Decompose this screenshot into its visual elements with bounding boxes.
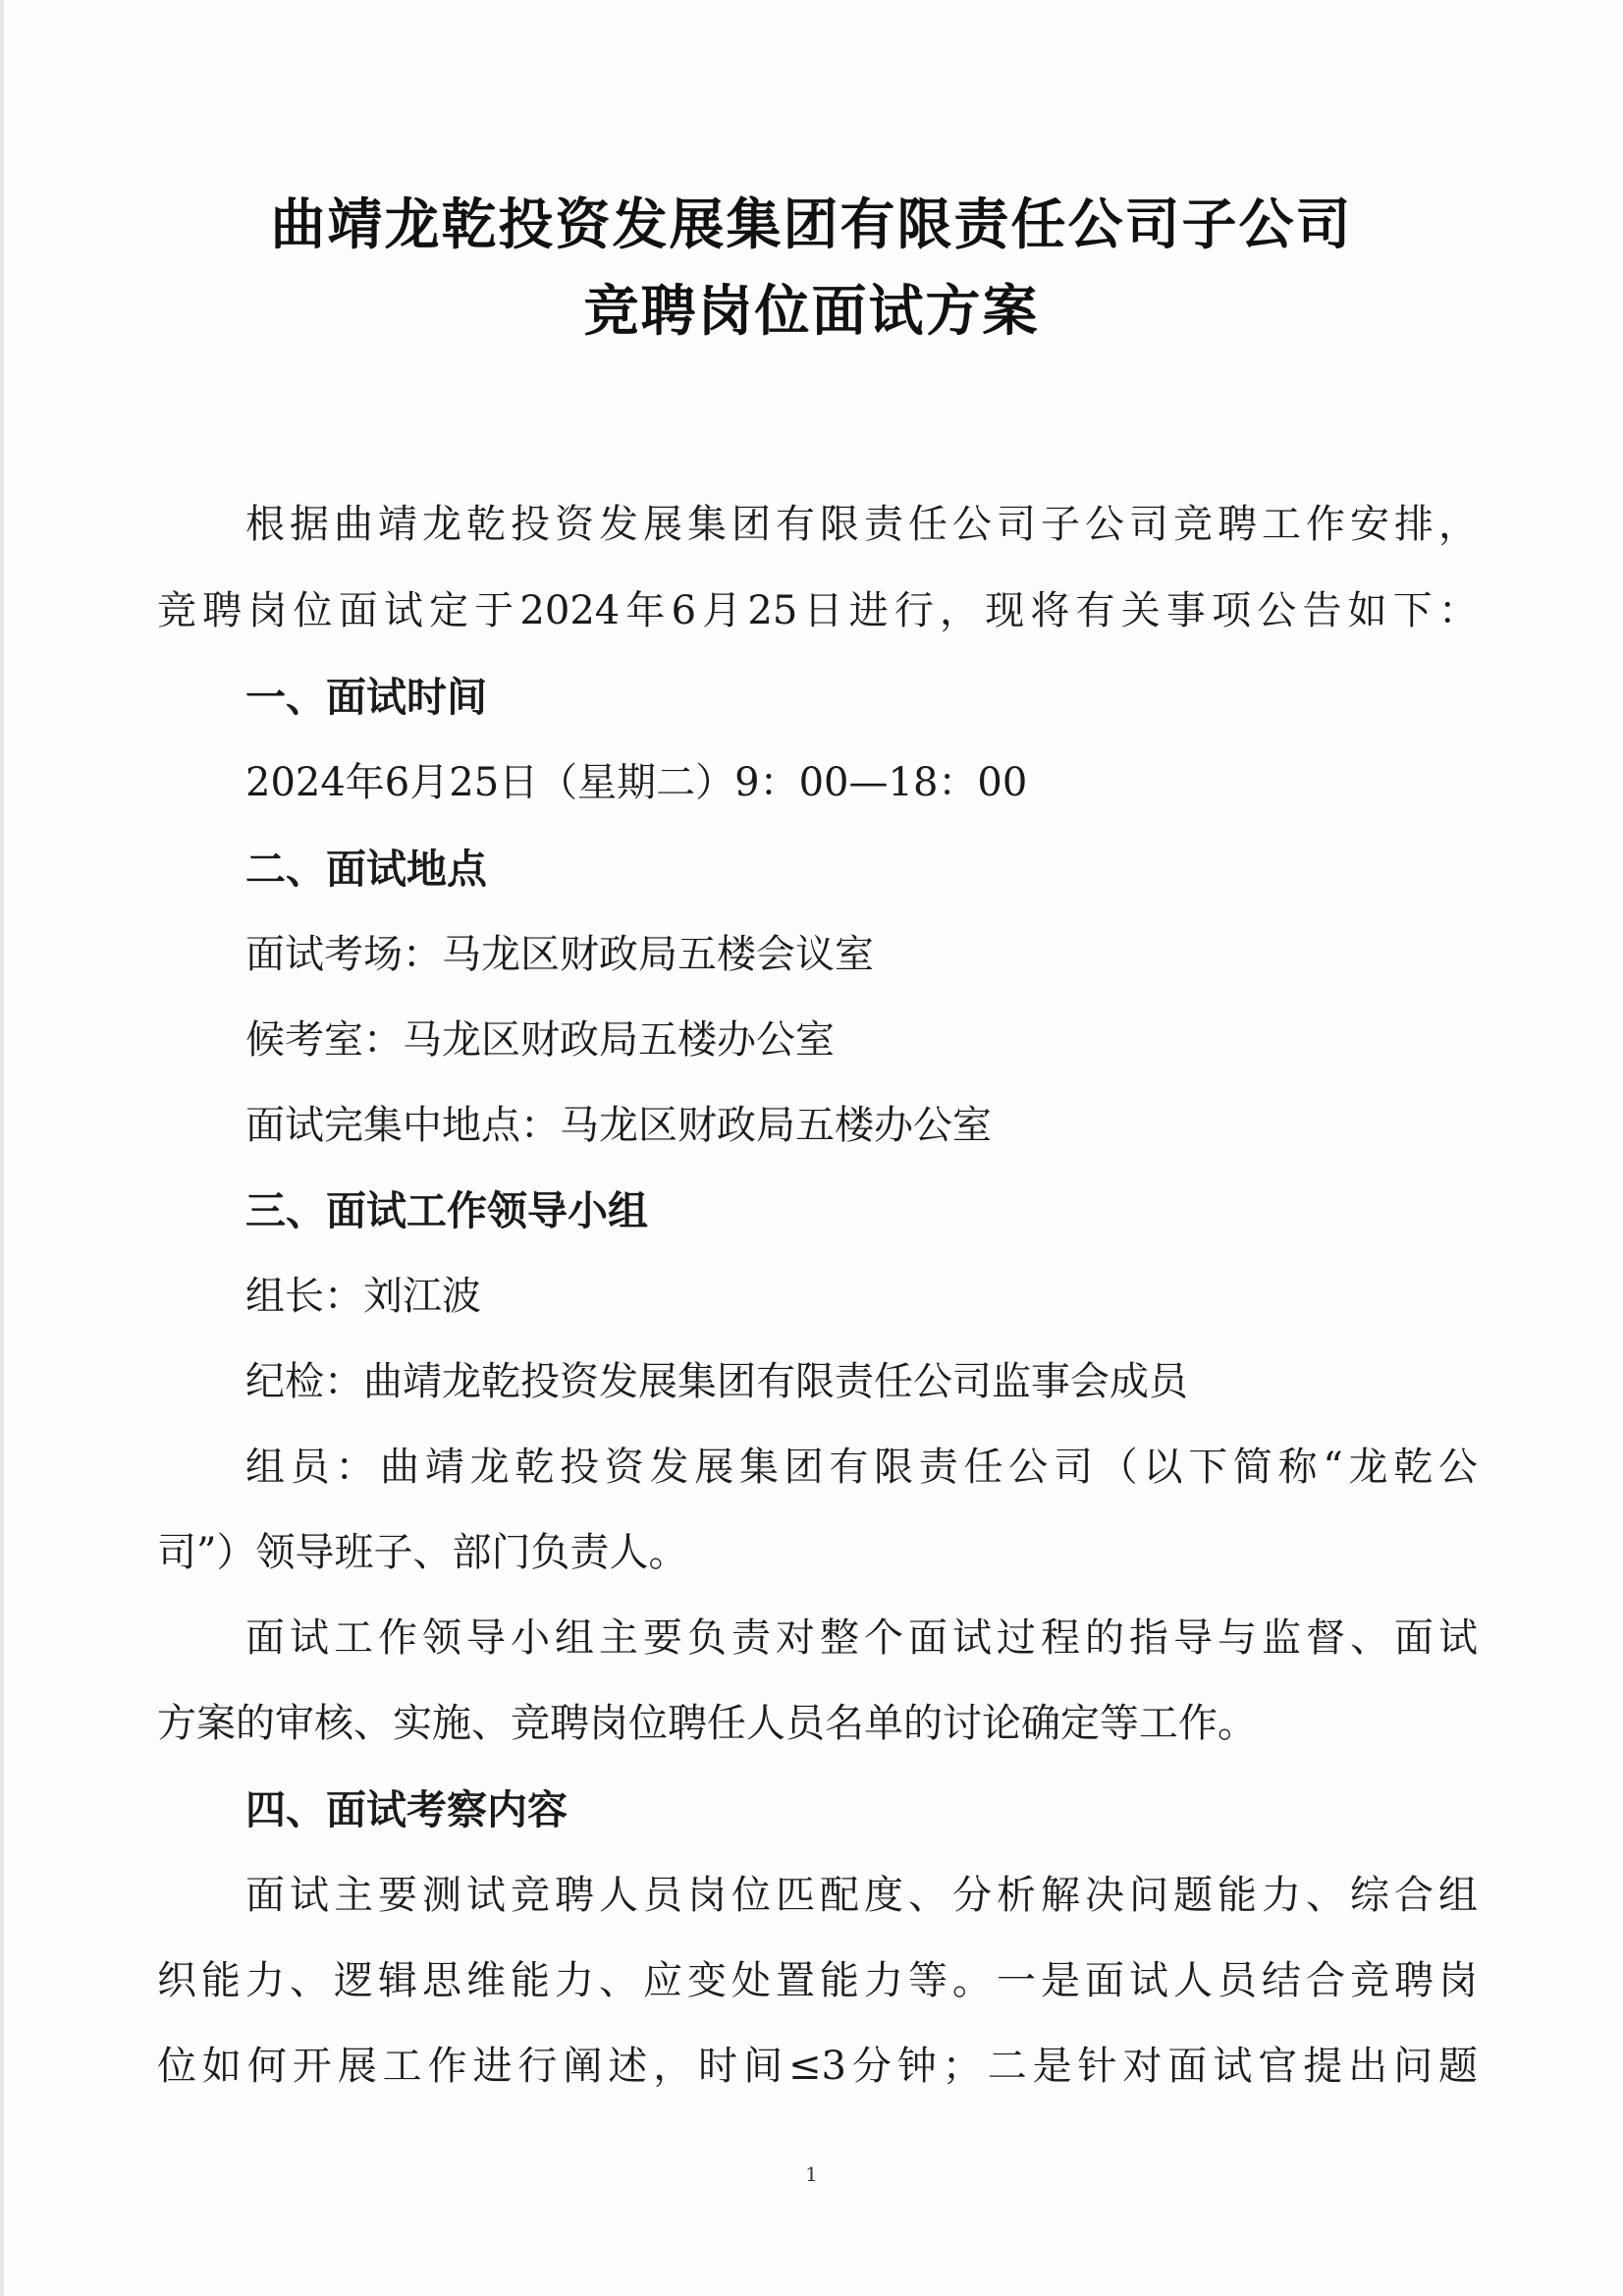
interview-venue-text: 面试考场：马龙区财政局五楼会议室 <box>245 932 874 977</box>
section-3-heading: 三、面试工作领导小组 <box>245 1187 648 1234</box>
document-title-line-1: 曲靖龙乾投资发展集团有限责任公司子公司 <box>270 193 1353 257</box>
waiting-room-text: 候考室：马龙区财政局五楼办公室 <box>245 1017 835 1063</box>
interview-time-text: 2024年6月25日（星期二）9：00—18：00 <box>245 760 1028 805</box>
group-duty-line-2: 方案的审核、实施、竞聘岗位聘任人员名单的讨论确定等工作。 <box>157 1701 1257 1746</box>
group-members-line-2: 司”）领导班子、部门负责人。 <box>157 1530 688 1575</box>
interview-content-line-3: 位如何开展工作进行阐述，时间≤3分钟；二是针对面试官提出问题 <box>157 2044 1478 2089</box>
interview-content-line-2: 织能力、逻辑思维能力、应变处置能力等。一是面试人员结合竞聘岗 <box>157 1958 1478 2003</box>
section-2-heading: 二、面试地点 <box>245 846 487 893</box>
group-leader-text: 组长：刘江波 <box>245 1274 481 1319</box>
document-title-line-2: 竞聘岗位面试方案 <box>583 280 1040 344</box>
intro-paragraph-line-2: 竞聘岗位面试定于2024年6月25日进行，现将有关事项公告如下： <box>157 588 1478 633</box>
scan-edge <box>0 0 4 2296</box>
group-members-line-1: 组员：曲靖龙乾投资发展集团有限责任公司（以下简称“龙乾公 <box>245 1445 1478 1490</box>
gathering-point-text: 面试完集中地点：马龙区财政局五楼办公室 <box>245 1103 992 1148</box>
section-1-heading: 一、面试时间 <box>245 674 487 721</box>
group-duty-line-1: 面试工作领导小组主要负责对整个面试过程的指导与监督、面试 <box>245 1615 1478 1661</box>
intro-paragraph-line-1: 根据曲靖龙乾投资发展集团有限责任公司子公司竞聘工作安排， <box>245 502 1478 547</box>
page-number: 1 <box>805 2162 818 2186</box>
discipline-inspection-text: 纪检：曲靖龙乾投资发展集团有限责任公司监事会成员 <box>245 1359 1188 1404</box>
interview-content-line-1: 面试主要测试竞聘人员岗位匹配度、分析解决问题能力、综合组 <box>245 1873 1478 1918</box>
section-4-heading: 四、面试考察内容 <box>245 1786 568 1833</box>
